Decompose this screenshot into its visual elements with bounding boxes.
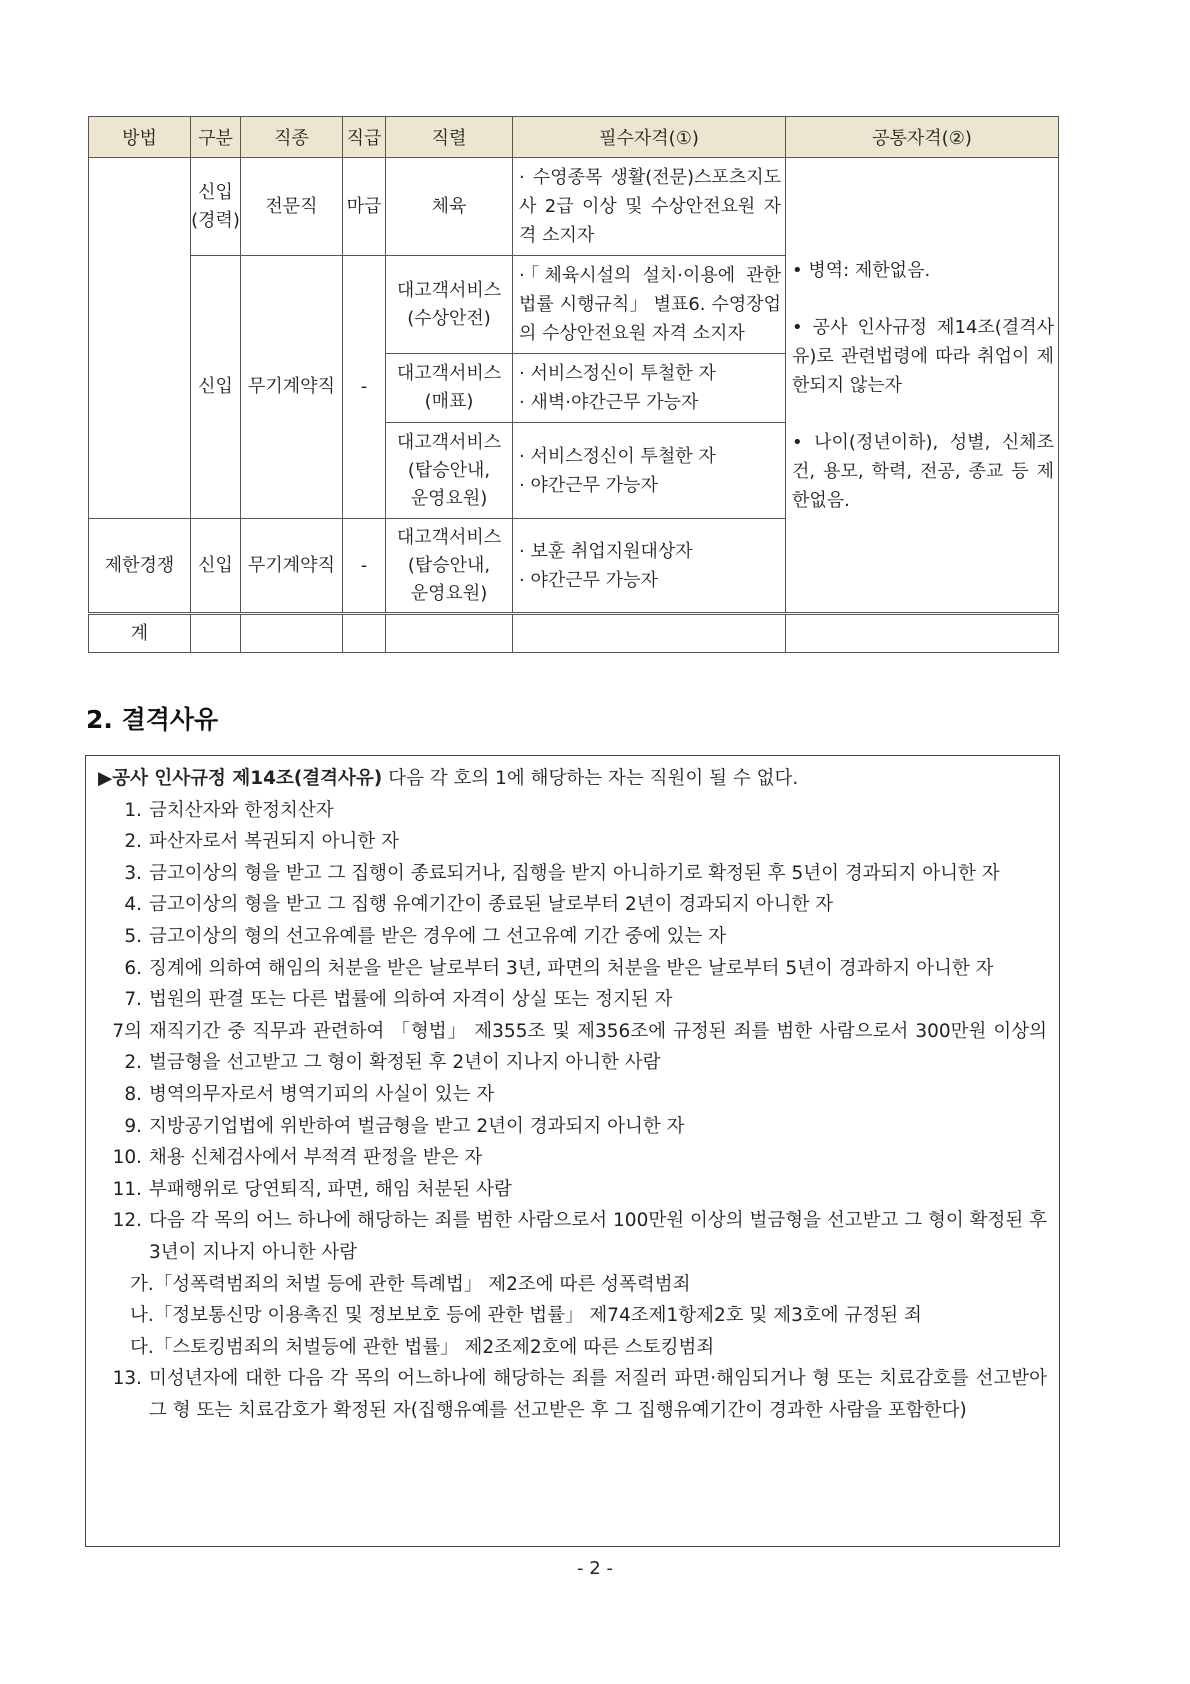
disqualification-heading bbox=[98, 763, 1047, 795]
cell-job: 무기계약직 bbox=[241, 519, 343, 614]
cell-required: · 수영종목 생활(전문)스포츠지도사 2급 이상 및 수상안전요원 자격 소지자 bbox=[513, 158, 786, 256]
list-item bbox=[98, 795, 1047, 827]
cell-grade: - bbox=[343, 256, 386, 519]
list-item-number: 4. bbox=[124, 894, 142, 916]
header-method: 방법 bbox=[89, 117, 191, 158]
list-item-text: 미성년자에 대한 다음 각 목의 어느하나에 해당하는 죄를 저질러 파면·해임되거나 형 또는 치료감호를 선고받아 그 형 또는 치료감호가 확정된 자(집행유예를 선고받은 후 그 집행유예기간이 경과한 사람을 포함한다) bbox=[149, 1368, 1047, 1421]
list-item-number: 나. bbox=[130, 1305, 154, 1327]
common-item: • 나이(정년이하), 성별, 신체조건, 용모, 학력, 전공, 종교 등 제한없음. bbox=[792, 431, 1054, 511]
list-item bbox=[98, 984, 1047, 1016]
cell-type: 신입 bbox=[191, 256, 241, 519]
list-item-number: 1. bbox=[124, 799, 142, 821]
cell-series: 체육 bbox=[386, 158, 513, 256]
list-item-number: 5. bbox=[124, 925, 142, 947]
list-item bbox=[98, 858, 1047, 890]
list-item-number: 11. bbox=[112, 1178, 142, 1200]
cell-method: 제한경쟁 bbox=[89, 519, 191, 614]
list-item-number: 10. bbox=[112, 1147, 142, 1169]
list-item-number: 9. bbox=[124, 1115, 142, 1137]
cell-required: ·「체육시설의 설치·이용에 관한 법률 시행규칙」 별표6. 수영장업의 수상안전요원 자격 소지자 bbox=[513, 256, 786, 354]
cell-type: 신입 (경력) bbox=[191, 158, 241, 256]
cell-required: · 보훈 취업지원대상자 · 야간근무 가능자 bbox=[513, 519, 786, 614]
list-item bbox=[98, 1205, 1047, 1268]
header-job: 직종 bbox=[241, 117, 343, 158]
list-item-number: 2. bbox=[124, 831, 142, 853]
list-item bbox=[98, 921, 1047, 953]
list-item-text: 「스토킹범죄의 처벌등에 관한 법률」 제2조제2호에 따른 스토킹범죄 bbox=[153, 1336, 715, 1358]
list-item-number: 7의2. bbox=[112, 1020, 142, 1074]
list-item-number: 8. bbox=[124, 1083, 142, 1105]
list-item bbox=[98, 1363, 1047, 1426]
list-item-number: 가. bbox=[130, 1273, 154, 1295]
list-item bbox=[98, 889, 1047, 921]
list-item-number: 13. bbox=[112, 1368, 142, 1390]
list-item-text: 금고이상의 형을 받고 그 집행 유예기간이 종료된 날로부터 2년이 경과되지 아니한 자 bbox=[149, 894, 834, 916]
header-required: 필수자격(①) bbox=[513, 117, 786, 158]
list-item-number: 3. bbox=[124, 862, 142, 884]
list-item bbox=[98, 1079, 1047, 1111]
cell-series: 대고객서비스 (수상안전) bbox=[386, 256, 513, 354]
header-type: 구분 bbox=[191, 117, 241, 158]
list-item-text: 지방공기업법에 위반하여 벌금형을 받고 2년이 경과되지 아니한 자 bbox=[149, 1115, 685, 1137]
list-item-text: 병역의무자로서 병역기피의 사실이 있는 자 bbox=[149, 1083, 495, 1105]
disqualification-list-last bbox=[98, 1363, 1047, 1426]
table-row bbox=[89, 158, 1059, 256]
list-item-text: 파산자로서 복권되지 아니한 자 bbox=[149, 831, 399, 853]
disqualification-sublist bbox=[98, 1269, 1047, 1364]
cell-grade: 마급 bbox=[343, 158, 386, 256]
header-common: 공통자격(②) bbox=[786, 117, 1059, 158]
list-item-text: 「성폭력범죄의 처벌 등에 관한 특례법」 제2조에 따른 성폭력범죄 bbox=[153, 1273, 691, 1295]
common-item: • 병역: 제한없음. bbox=[792, 259, 931, 281]
list-item bbox=[98, 826, 1047, 858]
list-item-text: 법원의 판결 또는 다른 법률에 의하여 자격이 상실 또는 정지된 자 bbox=[149, 989, 673, 1011]
table-header-row bbox=[89, 117, 1059, 158]
list-item-text: 채용 신체검사에서 부적격 판정을 받은 자 bbox=[149, 1147, 483, 1169]
list-item bbox=[98, 1300, 1047, 1332]
table-total-row bbox=[89, 614, 1059, 653]
cell-method bbox=[89, 158, 191, 519]
common-item: • 공사 인사규정 제14조(결격사유)로 관련법령에 따라 취업이 제한되지 않는자 bbox=[792, 316, 1054, 396]
page-number: - 2 - bbox=[577, 1558, 613, 1579]
qualification-table bbox=[88, 116, 1059, 653]
cell-job: 무기계약직 bbox=[241, 256, 343, 519]
header-grade: 직급 bbox=[343, 117, 386, 158]
disqualification-list bbox=[98, 795, 1047, 1269]
cell-grade: - bbox=[343, 519, 386, 614]
disqualification-box bbox=[85, 755, 1060, 1547]
list-item bbox=[98, 1142, 1047, 1174]
list-item bbox=[98, 953, 1047, 985]
list-item-text: 징계에 의하여 해임의 처분을 받은 날로부터 3년, 파면의 처분을 받은 날로부터 5년이 경과하지 아니한 자 bbox=[149, 957, 994, 979]
cell-required: · 서비스정신이 투철한 자 · 새벽·야간근무 가능자 bbox=[513, 354, 786, 423]
list-item bbox=[98, 1016, 1047, 1079]
list-item-text: 「정보통신망 이용촉진 및 정보보호 등에 관한 법률」 제74조제1항제2호 및 제3호에 규정된 죄 bbox=[153, 1305, 922, 1327]
list-item-number: 다. bbox=[130, 1336, 154, 1358]
cell-series: 대고객서비스 (탑승안내, 운영요원) bbox=[386, 519, 513, 614]
list-item-text: 금고이상의 형의 선고유예를 받은 경우에 그 선고유예 기간 중에 있는 자 bbox=[149, 925, 727, 947]
header-series: 직렬 bbox=[386, 117, 513, 158]
cell-total-label: 계 bbox=[89, 614, 191, 653]
list-item-number: 6. bbox=[124, 957, 142, 979]
cell-series: 대고객서비스 (매표) bbox=[386, 354, 513, 423]
cell-job: 전문직 bbox=[241, 158, 343, 256]
section-title: 2. 결격사유 bbox=[86, 705, 219, 734]
list-item bbox=[98, 1111, 1047, 1143]
list-item-text: 재직기간 중 직무과 관련하여 「형법」 제355조 및 제356조에 규정된 죄를 범한 사람으로서 300만원 이상의 벌금형을 선고받고 그 형이 확정된 후 2년이 지나지 아니한 사람 bbox=[149, 1020, 1047, 1074]
cell-common-qualifications bbox=[786, 158, 1059, 614]
cell-series: 대고객서비스 (탑승안내, 운영요원) bbox=[386, 423, 513, 519]
list-item-number: 7. bbox=[124, 989, 142, 1011]
list-item-text: 부패행위로 당연퇴직, 파면, 해임 처분된 사람 bbox=[149, 1178, 512, 1200]
cell-required: · 서비스정신이 투철한 자 · 야간근무 가능자 bbox=[513, 423, 786, 519]
list-item-text: 금치산자와 한정치산자 bbox=[149, 799, 334, 821]
disqualification-heading-text: 다음 각 호의 1에 해당하는 자는 직원이 될 수 없다. bbox=[382, 768, 799, 789]
cell-type: 신입 bbox=[191, 519, 241, 614]
list-item bbox=[98, 1269, 1047, 1301]
disqualification-heading-bold: ▶공사 인사규정 제14조(결격사유) bbox=[98, 768, 383, 789]
list-item-number: 12. bbox=[112, 1210, 142, 1232]
list-item bbox=[98, 1332, 1047, 1364]
list-item bbox=[98, 1174, 1047, 1206]
list-item-text: 금고이상의 형을 받고 그 집행이 종료되거나, 집행을 받지 아니하기로 확정된 후 5년이 경과되지 아니한 자 bbox=[149, 862, 1000, 884]
list-item-text: 다음 각 목의 어느 하나에 해당하는 죄를 범한 사람으로서 100만원 이상의 벌금형을 선고받고 그 형이 확정된 후 3년이 지나지 아니한 사람 bbox=[149, 1210, 1047, 1263]
